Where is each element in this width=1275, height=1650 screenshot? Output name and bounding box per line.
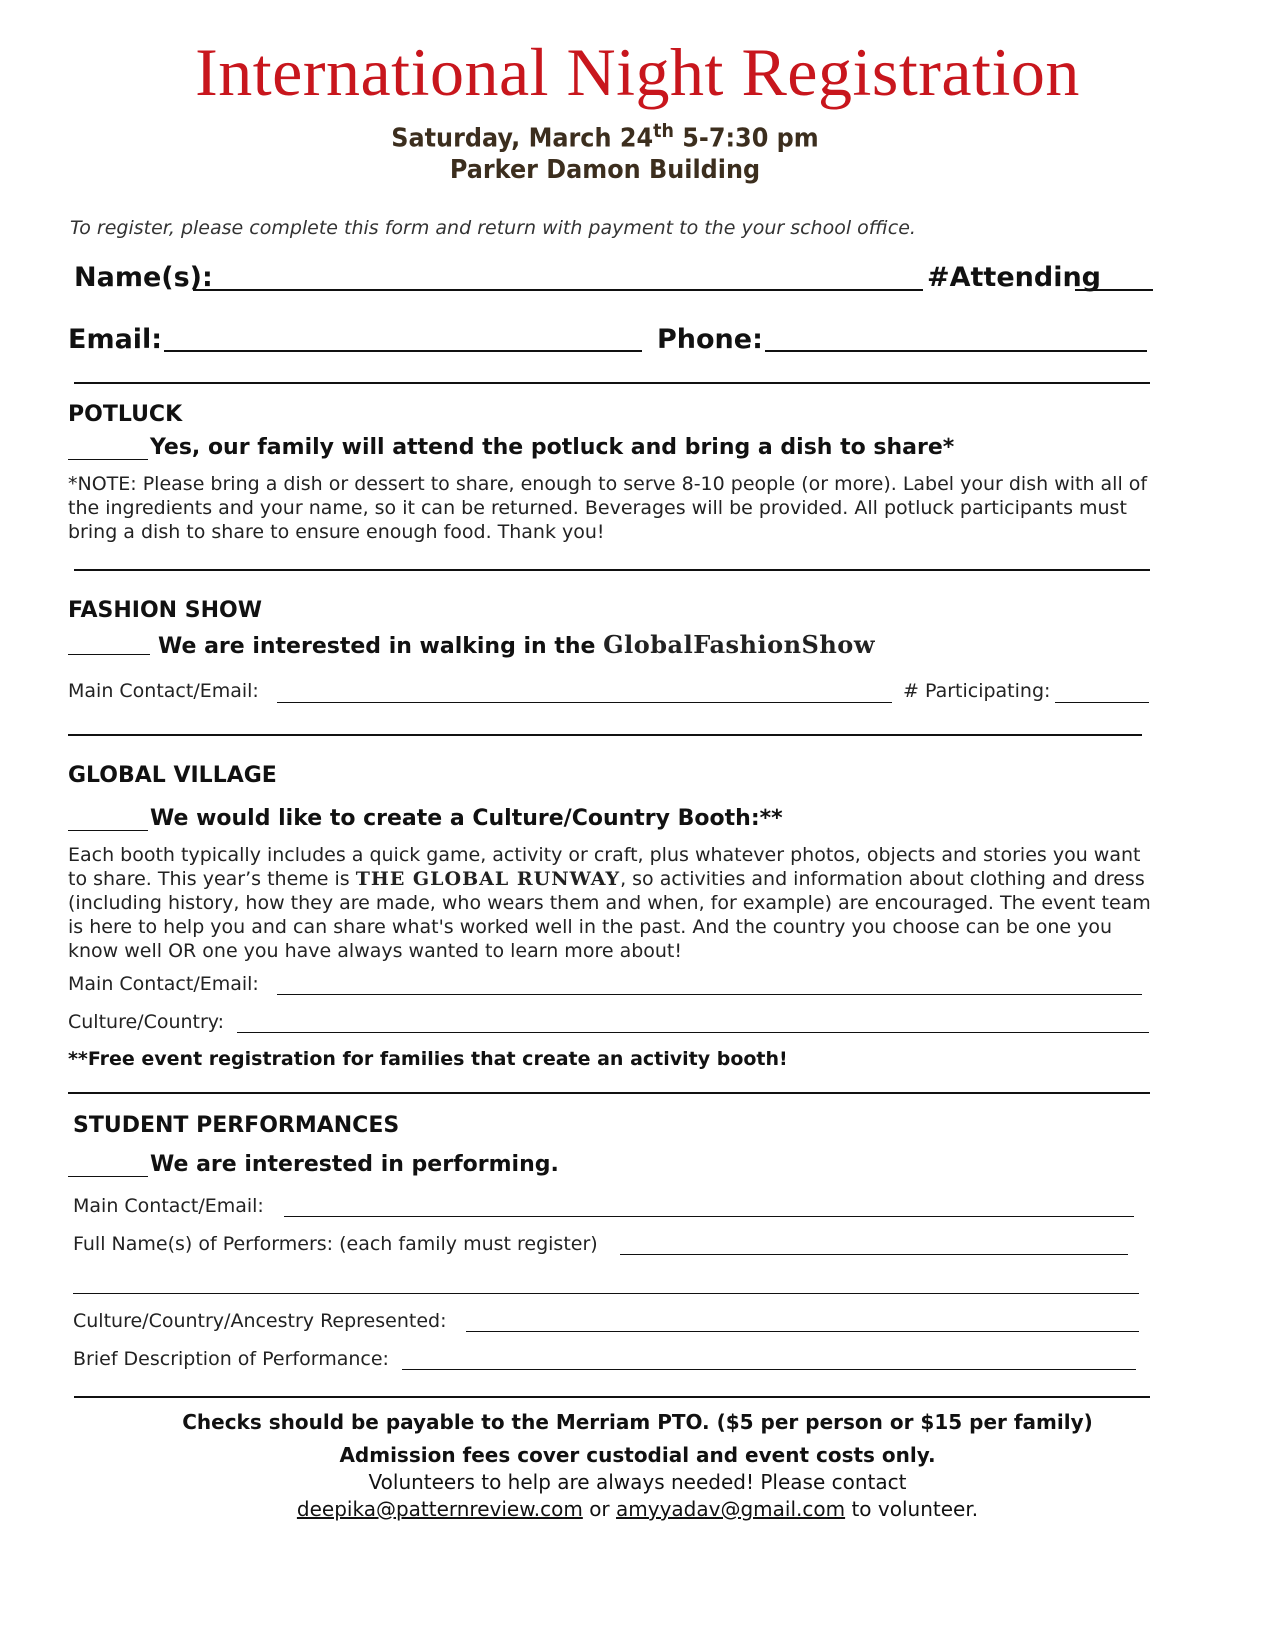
potluck-note: *NOTE: Please bring a dish or dessert to share, enough to serve 8-10 people (or more). Label your dish with all of the ingredients and your name, so it can be returned. Beverages will be provided. All potluck participants must bring a dish to share to ensure enough food. Thank you! bbox=[68, 473, 1148, 543]
volunteer-contacts bbox=[0, 1497, 1275, 1521]
email-label: Email: bbox=[68, 324, 163, 355]
page-title: International Night Registration bbox=[195, 34, 1080, 110]
section-divider bbox=[74, 1396, 1150, 1398]
village-heading: GLOBAL VILLAGE bbox=[68, 763, 277, 788]
section-divider bbox=[68, 734, 1142, 736]
payment-note: Checks should be payable to the Merriam PTO. ($5 per person or $15 per family) bbox=[182, 1410, 1093, 1434]
phone-field[interactable] bbox=[765, 350, 1147, 352]
fees-note: Admission fees cover custodial and event costs only. bbox=[339, 1443, 936, 1467]
email-field[interactable] bbox=[164, 350, 642, 352]
section-divider bbox=[74, 569, 1150, 571]
village-contact-label: Main Contact/Email: bbox=[68, 973, 259, 995]
potluck-checkbox-line[interactable] bbox=[68, 459, 148, 460]
participating-label: # Participating: bbox=[903, 680, 1051, 702]
fashion-checkbox-line[interactable] bbox=[68, 654, 150, 655]
email-link-amy[interactable]: amyyadav@gmail.com bbox=[616, 1497, 846, 1521]
event-location: Parker Damon Building bbox=[449, 155, 761, 185]
performance-description-label: Brief Description of Performance: bbox=[73, 1348, 389, 1370]
ancestry-field[interactable] bbox=[466, 1331, 1139, 1332]
participating-field[interactable] bbox=[1055, 702, 1149, 703]
event-date-suffix: th bbox=[653, 120, 674, 142]
global-runway-theme: THE GLOBAL RUNWAY bbox=[355, 868, 621, 890]
event-time: 5-7:30 pm bbox=[682, 123, 819, 154]
village-desc-part1: Each booth typically includes a quick game, activity or craft, plus whatever photos, objects and stories you want to share. This year’s theme is bbox=[68, 844, 1141, 890]
potluck-option: Yes, our family will attend the potluck and bring a dish to share* bbox=[150, 435, 955, 460]
performers-label: Full Name(s) of Performers: (each family must register) bbox=[73, 1233, 598, 1255]
performances-checkbox-line[interactable] bbox=[68, 1176, 148, 1177]
performances-contact-label: Main Contact/Email: bbox=[73, 1195, 264, 1217]
names-label: Name(s): bbox=[74, 262, 213, 293]
free-registration-note: **Free event registration for families that create an activity booth! bbox=[68, 1048, 788, 1070]
names-field[interactable] bbox=[193, 289, 923, 291]
phone-label: Phone: bbox=[657, 324, 763, 355]
ancestry-label: Culture/Country/Ancestry Represented: bbox=[73, 1310, 447, 1332]
email-link-deepika[interactable]: deepika@patternreview.com bbox=[296, 1497, 583, 1521]
attending-field[interactable] bbox=[1075, 289, 1153, 291]
performances-heading: STUDENT PERFORMANCES bbox=[73, 1113, 400, 1138]
fashion-contact-field[interactable] bbox=[277, 702, 892, 703]
performances-contact-field[interactable] bbox=[284, 1216, 1134, 1217]
intro-text: To register, please complete this form and return with payment to the your school office. bbox=[70, 217, 916, 239]
fashion-option-text: We are interested in walking in the bbox=[158, 634, 596, 659]
village-option: We would like to create a Culture/Country Booth:** bbox=[150, 806, 783, 831]
section-divider bbox=[74, 382, 1150, 384]
village-country-field[interactable] bbox=[237, 1032, 1149, 1033]
attending-label: #Attending bbox=[927, 262, 1101, 293]
event-date: Saturday, March 24 bbox=[391, 123, 654, 154]
section-divider bbox=[68, 1092, 1150, 1094]
village-desc-part2: , so activities and information about clothing and dress (including history, how they are made, who wears them and when, for example) are encouraged. The event team is here to help you and can share what's worked well in the past. And the country you choose can be one you know well OR one you have always wanted to learn more about! bbox=[68, 868, 1151, 962]
fashion-contact-label: Main Contact/Email: bbox=[68, 680, 259, 702]
volunteer-note: Volunteers to help are always needed! Please contact bbox=[368, 1470, 907, 1494]
performers-field[interactable] bbox=[620, 1254, 1128, 1255]
performance-description-field[interactable] bbox=[402, 1369, 1136, 1370]
village-checkbox-line[interactable] bbox=[68, 830, 148, 831]
village-description bbox=[68, 843, 1163, 963]
fashion-heading: FASHION SHOW bbox=[68, 598, 262, 623]
global-fashion-show-title: GlobalFashionShow bbox=[603, 630, 875, 659]
or-text: or bbox=[589, 1497, 610, 1521]
performers-field-extra[interactable] bbox=[73, 1293, 1139, 1294]
fashion-option bbox=[158, 630, 875, 659]
village-country-label: Culture/Country: bbox=[68, 1011, 225, 1033]
performances-option: We are interested in performing. bbox=[150, 1152, 559, 1177]
to-volunteer-text: to volunteer. bbox=[851, 1497, 979, 1521]
event-date-time bbox=[48, 120, 1161, 154]
potluck-heading: POTLUCK bbox=[68, 402, 183, 427]
village-contact-field[interactable] bbox=[277, 994, 1142, 995]
